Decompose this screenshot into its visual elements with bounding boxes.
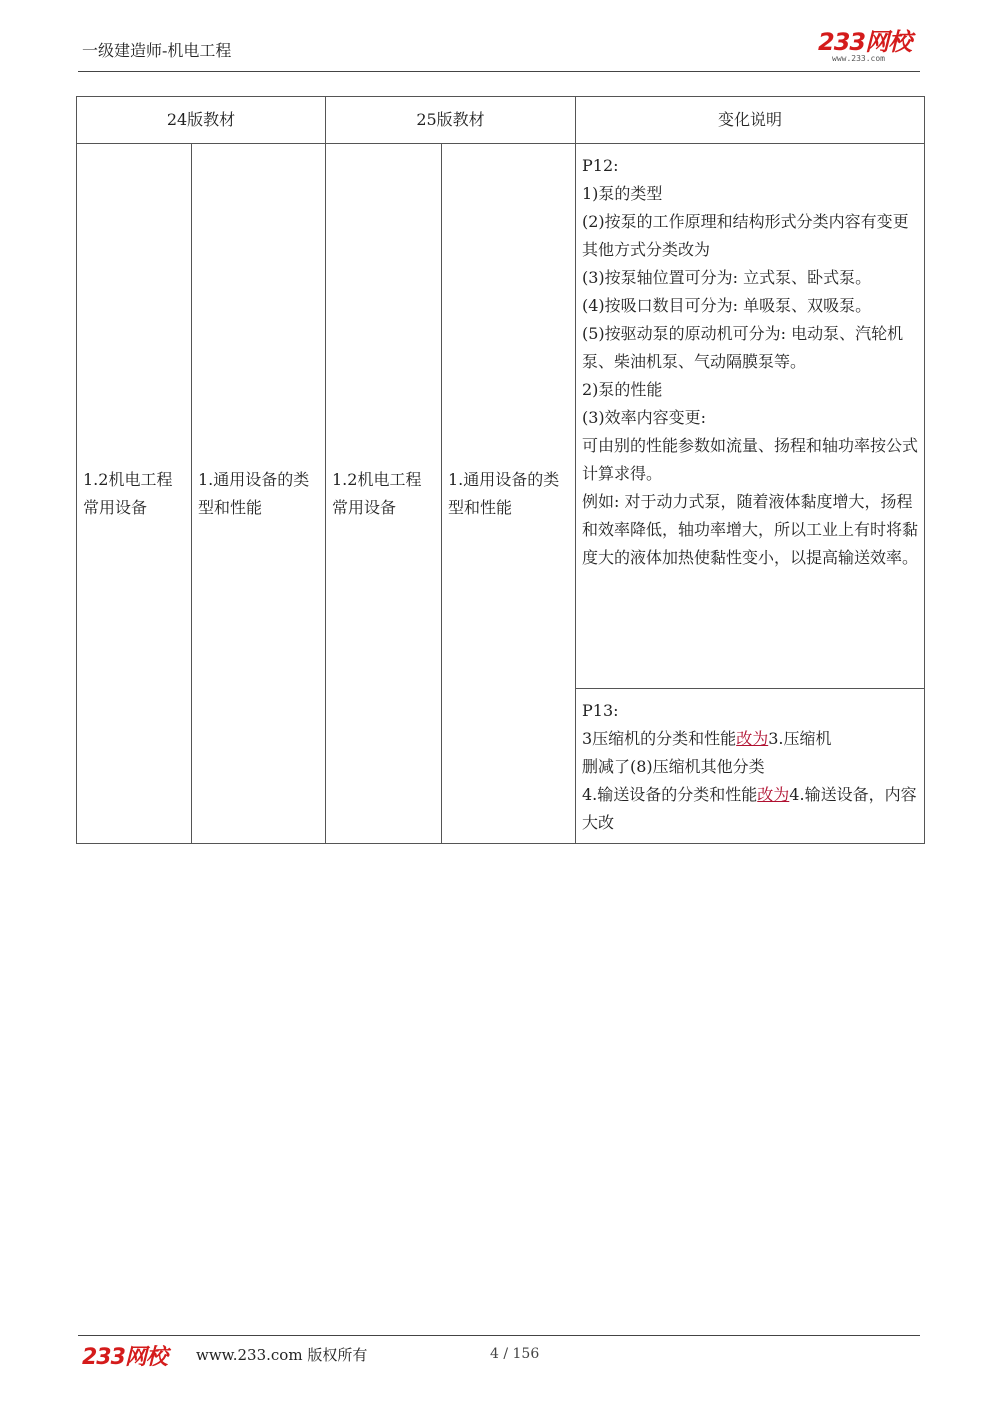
note-line: 1)泵的类型: [582, 184, 663, 203]
table-header-row: [77, 97, 925, 144]
header-25-edition: 25版教材: [326, 97, 576, 144]
note-text: 3.压缩机: [768, 729, 832, 748]
note-text: 4.输送设备，内容大改: [582, 785, 917, 832]
header-divider: [78, 71, 920, 72]
cell-25-section: 1.通用设备的类型和性能: [442, 144, 576, 844]
note-text: 4.输送设备的分类和性能: [582, 785, 758, 804]
brand-logo: [818, 30, 918, 64]
changed-marker: 改为: [736, 729, 769, 748]
note-line: (3)效率内容变更:: [582, 408, 707, 427]
table-row: [77, 144, 925, 689]
note-line: (2)按泵的工作原理和结构形式分类内容有变更: [582, 212, 909, 231]
note-line: 删减了(8)压缩机其他分类: [582, 757, 765, 776]
note-line: 可由别的性能参数如流量、扬程和轴功率按公式计算求得。: [582, 436, 919, 483]
cell-notes-p13: [576, 689, 925, 844]
header-24-edition: 24版教材: [77, 97, 326, 144]
page-number: 4 / 156: [490, 1346, 540, 1362]
note-line: [582, 781, 920, 837]
note-line: (4)按吸口数目可分为: 单吸泵、双吸泵。: [582, 296, 872, 315]
header-change-notes: 变化说明: [576, 97, 925, 144]
note-line: 其他方式分类改为: [582, 240, 711, 259]
note-line: 例如: 对于动力式泵，随着液体黏度增大，扬程和效率降低，轴功率增大，所以工业上有时将黏度大的液体加热使黏性变小，以提高输送效率。: [582, 492, 919, 567]
note-line: 2)泵的性能: [582, 380, 663, 399]
logo-text: 233网校: [818, 28, 912, 56]
cell-24-chapter: 1.2机电工程常用设备: [77, 144, 192, 844]
cell-notes-p12: [576, 144, 925, 689]
note-text: 3压缩机的分类和性能: [582, 729, 737, 748]
cell-25-chapter: 1.2机电工程常用设备: [326, 144, 442, 844]
note-line: (5)按驱动泵的原动机可分为: 电动泵、汽轮机泵、柴油机泵、气动隔膜泵等。: [582, 324, 904, 371]
footer-copyright: www.233.com 版权所有: [196, 1346, 368, 1364]
logo-url: www.233.com: [832, 54, 885, 63]
comparison-table: [76, 96, 925, 844]
cell-24-section: 1.通用设备的类型和性能: [192, 144, 326, 844]
note-line: P12:: [582, 156, 619, 175]
note-page: P13:: [582, 701, 619, 720]
header-title: 一级建造师-机电工程: [82, 41, 232, 60]
note-line: [582, 725, 920, 753]
footer-divider: [78, 1335, 920, 1336]
changed-marker: 改为: [757, 785, 790, 804]
footer-logo: 233网校: [82, 1345, 167, 1370]
note-line: (3)按泵轴位置可分为: 立式泵、卧式泵。: [582, 268, 872, 287]
